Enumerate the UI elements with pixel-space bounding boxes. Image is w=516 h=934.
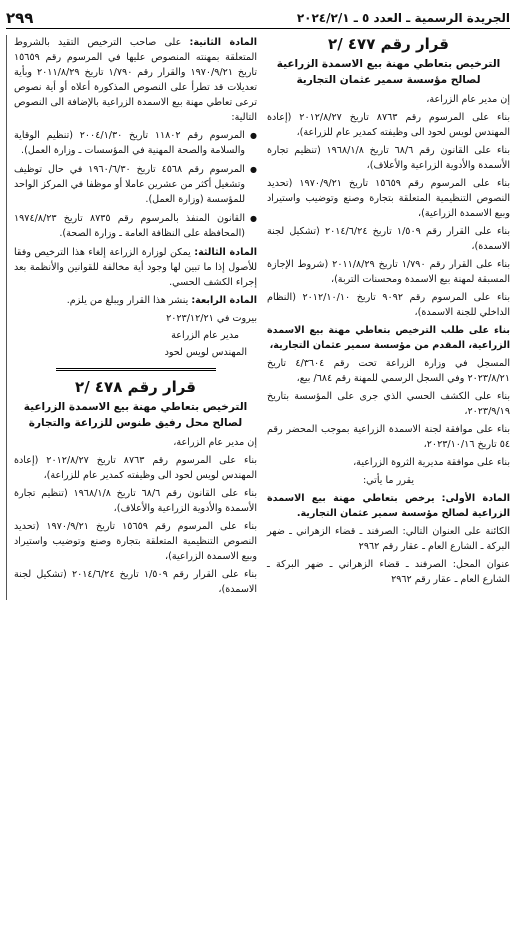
columns [6,35,510,600]
intro-2: إن مدير عام الزراعة، [173,437,257,448]
intro: إن مدير عام الزراعة، [426,94,510,105]
sign-place: بيروت في ٢٠٢٣/١٢/٢١ [166,313,257,324]
recital: بناء على القرار رقم ١/٧٩٠ تاريخ ٢٠١١/٨/٢٩ (شروط الإجازة المسبقة لمهنة بيع الاسمدة ومحسنات التربة)، [267,259,510,285]
article-1 [267,491,510,521]
article-4-text: ينشر هذا القرار ويبلغ من يلزم. [66,295,189,306]
decides-line: يقرر ما يأتي: [362,475,415,486]
recital: بناء على المرسوم رقم ٨٧٦٣ تاريخ ٢٠١٢/٨/٢٧ (إعادة المهندس لويس لحود الى وظيفته كمدير عام للزراعة)، [267,112,511,138]
sign-title: مدير عام الزراعة [171,330,239,341]
page-number: ٢٩٩ [6,9,34,27]
decision-title: قرار رقم ٤٧٧ /٢ [328,35,449,53]
article-1-text: يرخص بتعاطي مهنة بيع الاسمدة الزراعية لصالح مؤسسة سمير عثمان التجارية. [267,493,510,519]
decision-2-subject: الترخيص بتعاطي مهنة بيع الاسمدة الزراعية لصالح محل رفيق طنوس للزراعة والتجارة [23,401,248,429]
recital: بناء على المرسوم رقم ١٥٦٥٩ تاريخ ١٩٧٠/٩/٢١ (تحديد النصوص التنظيمية المتعلقة بتجارة وصنع وتوضيب واستيراد وبيع الاسمدة الزراعية)، [267,178,510,219]
recital-2: بناء على المرسوم رقم ٨٧٦٣ تاريخ ٢٠١٢/٨/٢٧ (إعادة المهندس لويس لحود الى وظيفته كمدير عام للزراعة)، [14,455,258,481]
article-2-text: على صاحب الترخيص التقيد بالشروط المتعلقة بمهنته المنصوص عليها في المرسوم رقم ١٥٦٥٩ تاريخ ١٩٧٠/٩/٢١ والقرار رقم ١/٧٩٠ تاريخ ٢٠١١/٨/٢٩ وبأية تعديلات قد تطرأ على النصوص المذكورة أعلاه أو أية نصوص ترعى تعاطي مهنة بيع الاسمدة الزراعية بالإضافة الى النصوص التالية: [14,37,258,123]
recital-2: بناء على القرار رقم ١/٥٠٩ تاريخ ٢٠١٤/٦/٢٤ (تشكيل لجنة الاسمدة)، [14,569,257,595]
right-column [267,35,510,600]
recital: بناء على موافقة مديرية الثروة الزراعية، [353,457,510,468]
recital: بناء على المرسوم رقم ٩٠٩٢ تاريخ ٢٠١٢/١٠/١٠ (النظام الداخلي للجنة الاسمدة)، [267,292,510,318]
decision-subject: الترخيص بتعاطي مهنة بيع الاسمدة الزراعية لصالح مؤسسة سمير عثمان التجارية [276,58,501,86]
publication-title: الجريدة الرسمية ـ العدد ٥ ـ ٢٠٢٤/٢/١ [296,11,510,25]
article-3-text: يمكن لوزارة الزراعة إلغاء هذا الترخيص وفقا للأصول إذا ما تبين لها وجود أية مخالفة للقوانين والأنظمة بعد إجراء الكشف الحسي. [14,247,257,288]
recital-2: بناء على القانون رقم ٦٨/٦ تاريخ ١٩٦٨/١/٨ (تنظيم تجارة الأسمدة والأدوية الزراعية والأعلاف)، [14,488,257,514]
article-3-label: المادة الثالثة: [194,247,258,258]
article-1-label: المادة الأولى: [441,493,510,504]
article-4-label: المادة الرابعة: [191,295,257,306]
article-2 [14,35,257,125]
sign-name: المهندس لويس لحود [164,347,247,358]
recital: بناء على موافقة لجنة الاسمدة الزراعية بموجب المحضر رقم ٥٤ تاريخ ٢٠٢٣/١٠/١٦، [267,424,510,450]
section-divider [14,366,257,372]
page-header [6,8,510,29]
left-column [6,35,257,600]
article-4 [14,293,257,308]
recital: بناء على القرار رقم ١/٥٠٩ تاريخ ٢٠١٤/٦/٢٤ (تشكيل لجنة الاسمدة)، [267,226,510,252]
article-3 [14,245,257,290]
bullet-item: ● المرسوم رقم ٤٥٦٨ تاريخ ١٩٦٠/٦/٣٠ في حال توظيف وتشغيل أكثر من عشرين عاملا أو موظفا في المركز الواحد للمؤسسة (وزارة العمل). [14,162,257,207]
shop-address: عنوان المحل: الصرفند ـ قضاء الزهراني ـ ضهر البركة ـ الشارع العام ـ عقار رقم ٢٩٦٢ [267,559,510,585]
recital-2: بناء على المرسوم رقم ١٥٦٥٩ تاريخ ١٩٧٠/٩/٢١ (تحديد النصوص التنظيمية المتعلقة بتجارة وصنع وتوضيب واستيراد وبيع الاسمدة الزراعية)، [14,521,257,562]
recital: المسجل في وزارة الزراعة تحت رقم ٤/٣٦٠٤ تاريخ ٢٠٢٣/٨/٢١ وفي السجل الرسمي للمهنة رقم ٦٨٤/ بيع، [267,358,510,384]
recital: بناء على الكشف الحسي الذي جرى على المؤسسة بتاريخ ٢٠٢٣/٩/١٩، [267,391,510,417]
decision-2-title: قرار رقم ٤٧٨ /٢ [75,378,196,396]
address: الكائنة على العنوان التالي: الصرفند ـ قضاء الزهراني ـ ضهر البركة ـ الشارع العام ـ عقار رقم ٢٩٦٢ [267,526,510,552]
recital: بناء على طلب الترخيص بتعاطي مهنة بيع الاسمدة الزراعية، المقدم من مؤسسة سمير عثمان التجارية، [267,325,510,351]
bullet-item: ● القانون المنفذ بالمرسوم رقم ٨٧٣٥ تاريخ ١٩٧٤/٨/٢٣ (المحافظة على النظافة العامة ـ وزارة الصحة). [14,211,257,241]
bullet-item: ● المرسوم رقم ١١٨٠٢ تاريخ ٢٠٠٤/١/٣٠ (تنظيم الوقاية والسلامة والصحة المهنية في المؤسسات ـ وزارة العمل). [14,128,257,158]
article-2-label: المادة الثانية: [189,37,257,48]
recital: بناء على القانون رقم ٦٨/٦ تاريخ ١٩٦٨/١/٨ (تنظيم تجارة الأسمدة والأدوية الزراعية والأعلاف)، [267,145,510,171]
